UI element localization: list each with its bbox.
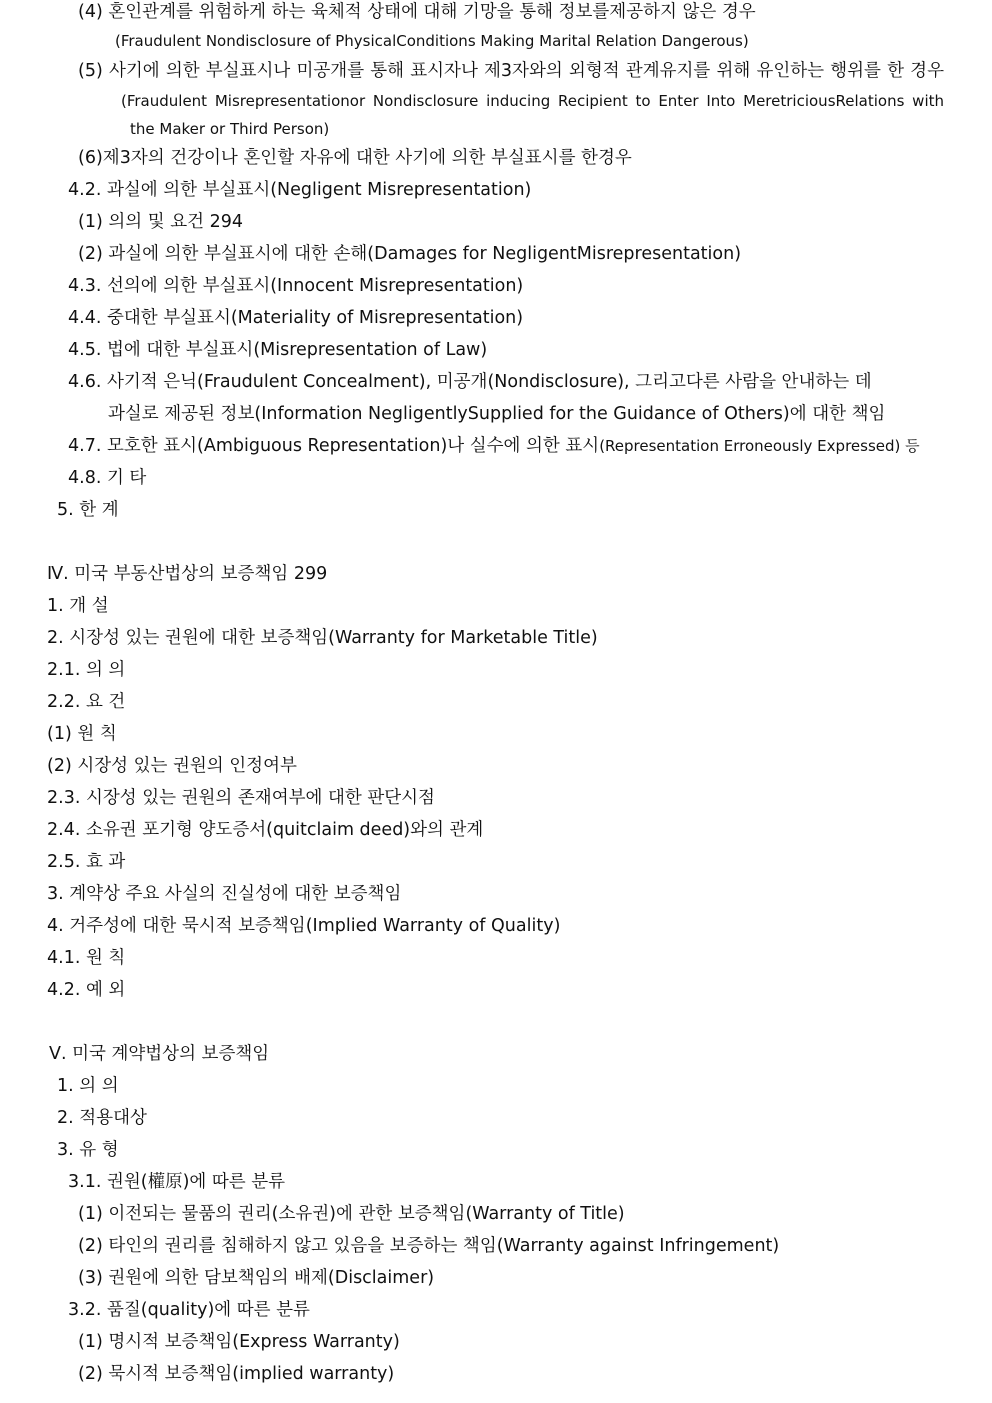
toc-iv-1: 1. 개 설 (47, 596, 109, 616)
toc-iv-2-2-1: (1) 원 칙 (47, 724, 117, 744)
toc-v-3-2-1: (1) 명시적 보증책임(Express Warranty) (78, 1332, 400, 1352)
toc-iv-2: 2. 시장성 있는 권원에 대한 보증책임(Warranty for Marketable Title) (47, 628, 598, 648)
toc-item-4-4: (4) 혼인관계를 위험하게 하는 육체적 상태에 대해 기망을 통해 정보를제공하지 않은 경우 (78, 2, 756, 22)
toc-item-4-2-1: (1) 의의 및 요건 294 (78, 212, 243, 232)
toc-section-4-7-note: (Representation Erroneously Expressed) 등 (599, 437, 920, 455)
toc-v-2: 2. 적용대상 (57, 1108, 147, 1128)
toc-v-3-2-2: (2) 묵시적 보증책임(implied warranty) (78, 1364, 395, 1384)
toc-v-1: 1. 의 의 (57, 1076, 119, 1096)
toc-iv-4: 4. 거주성에 대한 묵시적 보증책임(Implied Warranty of Quality) (47, 916, 561, 936)
toc-chapter-v: Ⅴ. 미국 계약법상의 보증책임 (49, 1044, 270, 1064)
toc-iv-2-2-2: (2) 시장성 있는 권원의 인정여부 (47, 756, 297, 776)
toc-iv-4-2: 4.2. 예 외 (47, 980, 126, 1000)
toc-section-4-6: 4.6. 사기적 은닉(Fraudulent Concealment), 미공개(Nondisclosure), 그리고다른 사람을 안내하는 데 (68, 372, 872, 392)
toc-chapter-iv: Ⅳ. 미국 부동산법상의 보증책임 299 (47, 564, 328, 584)
toc-v-3-1-3: (3) 권원에 의한 담보책임의 배제(Disclaimer) (78, 1268, 435, 1288)
toc-item-4-5-english: (Fraudulent Misrepresentationor Nondisclosure inducing Recipient to Enter Into MeretriciousRelations with (121, 92, 944, 110)
toc-section-4-6-cont: 과실로 제공된 정보(Information NegligentlySupplied for the Guidance of Others)에 대한 책임 (108, 404, 886, 424)
toc-iv-2-4: 2.4. 소유권 포기형 양도증서(quitclaim deed)와의 관계 (47, 820, 484, 840)
toc-section-4-7-main: 4.7. 모호한 표시(Ambiguous Representation)나 실수에 의한 표시 (68, 436, 600, 456)
toc-iv-4-1: 4.1. 원 칙 (47, 948, 126, 968)
toc-iv-3: 3. 계약상 주요 사실의 진실성에 대한 보증책임 (47, 884, 402, 904)
toc-section-4-4: 4.4. 중대한 부실표시(Materiality of Misrepresentation) (68, 308, 524, 328)
toc-item-4-5: (5) 사기에 의한 부실표시나 미공개를 통해 표시자나 제3자와의 외형적 관계유지를 위해 유인하는 행위를 한 경우 (78, 61, 944, 81)
toc-section-4-3: 4.3. 선의에 의한 부실표시(Innocent Misrepresentation) (68, 276, 524, 296)
toc-item-4-2-2: (2) 과실에 의한 부실표시에 대한 손해(Damages for NegligentMisrepresentation) (78, 244, 742, 264)
toc-item-4-6: (6)제3자의 건강이나 혼인할 자유에 대한 사기에 의한 부실표시를 한경우 (78, 148, 632, 168)
toc-v-3-2: 3.2. 품질(quality)에 따른 분류 (68, 1300, 310, 1320)
toc-section-4-5: 4.5. 법에 대한 부실표시(Misrepresentation of Law) (68, 340, 488, 360)
toc-section-4-2: 4.2. 과실에 의한 부실표시(Negligent Misrepresentation) (68, 180, 532, 200)
toc-section-4-7 (68, 434, 920, 458)
toc-iv-2-5: 2.5. 효 과 (47, 852, 126, 872)
toc-v-3-1: 3.1. 권원(權原)에 따른 분류 (68, 1172, 286, 1192)
toc-item-4-4-english: (Fraudulent Nondisclosure of PhysicalConditions Making Marital Relation Dangerous) (115, 32, 749, 50)
toc-section-5: 5. 한 계 (57, 500, 119, 520)
toc-v-3-1-2: (2) 타인의 권리를 침해하지 않고 있음을 보증하는 책임(Warranty against Infringement) (78, 1236, 780, 1256)
toc-item-4-5-english-cont: the Maker or Third Person) (130, 120, 330, 138)
toc-v-3: 3. 유 형 (57, 1140, 119, 1160)
toc-section-4-8: 4.8. 기 타 (68, 468, 147, 488)
toc-iv-2-1: 2.1. 의 의 (47, 660, 126, 680)
toc-iv-2-3: 2.3. 시장성 있는 권원의 존재여부에 대한 판단시점 (47, 788, 435, 808)
toc-iv-2-2: 2.2. 요 건 (47, 692, 126, 712)
toc-v-3-1-1: (1) 이전되는 물품의 권리(소유권)에 관한 보증책임(Warranty of Title) (78, 1204, 625, 1224)
